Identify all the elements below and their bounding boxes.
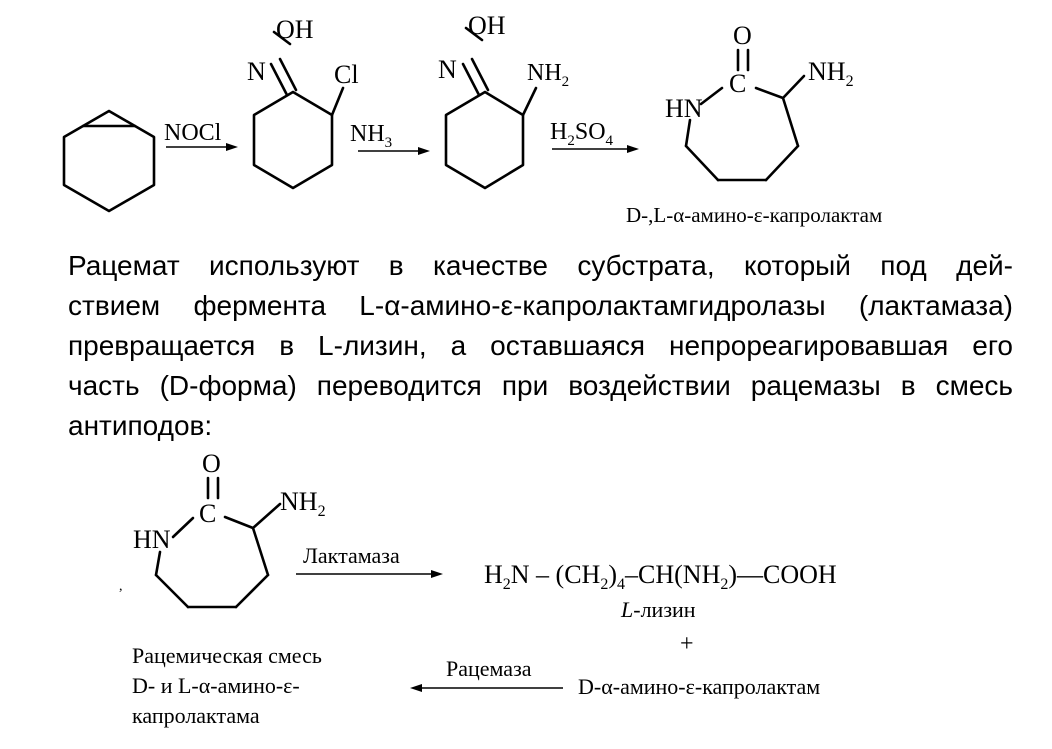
- reaction-arrow-h2so4: [550, 119, 639, 153]
- oxime-n-atom: N: [247, 57, 266, 86]
- paragraph-line: ствием фермента L-α-амино-ε-капролактамгидролазы (лактамаза): [68, 290, 1013, 321]
- svg-text:NH2: [280, 487, 326, 520]
- lactam-c-atom: C: [729, 69, 747, 98]
- d-lactam-label: D-α-амино-ε-капролактам: [578, 674, 821, 699]
- oxime2-nh-sub: 2: [561, 74, 570, 90]
- lysine-label: L-лизин: [621, 597, 696, 622]
- reagent-nh3: NH: [350, 121, 385, 147]
- plus-sign: +: [680, 631, 694, 657]
- racemase-arrow: [410, 656, 563, 692]
- product-caption: D-,L-α-амино-ε-капролактам: [626, 203, 883, 227]
- body-paragraph: [68, 246, 1013, 446]
- lysine-formula: $H_2N$ – $(CH_2)_4-CH(NH_2)—COOH$: [484, 560, 837, 593]
- racemic-caption-line1: Рацемическая смесь: [132, 643, 322, 668]
- reagent-nh3-sub: 3: [384, 135, 393, 151]
- lactam2-hn-group: HN: [133, 525, 171, 554]
- enzyme-racemase: Рацемаза: [446, 656, 532, 681]
- racemic-caption-line2: D- и L-α-амино-ε-: [132, 673, 300, 698]
- svg-text:NH2: [808, 57, 854, 90]
- lactam2-c-atom: C: [199, 499, 217, 528]
- lactam-o-atom: O: [733, 21, 752, 50]
- racemic-caption-line3: капролактама: [132, 703, 260, 728]
- svg-text:H2SO4: [550, 119, 614, 149]
- chlorooxime-structure: [247, 15, 359, 188]
- lactam-hn-group: HN: [665, 94, 703, 123]
- lactam-nh-group: NH: [808, 57, 846, 86]
- reagent-h2so4-h: H: [550, 119, 568, 145]
- oxime2-oh-group: OH: [468, 11, 506, 40]
- reagent-nocl: NOCl: [164, 120, 222, 146]
- racemic-lactam-structure: [119, 449, 326, 607]
- synthesis-scheme: [0, 0, 1052, 240]
- cyclohexene-structure: [64, 111, 154, 211]
- svg-text:NH3: [350, 121, 392, 151]
- svg-text:NH2: [527, 60, 569, 90]
- reagent-h2so4-sub1: 2: [567, 133, 575, 149]
- paragraph-line: Рацемат используют в качестве субстрата, который под дей-: [68, 250, 1013, 281]
- reaction-arrow-nh3: [350, 121, 430, 155]
- reagent-h2so4-sub2: 4: [605, 133, 614, 149]
- chlorine-atom: Cl: [334, 60, 359, 89]
- reaction-arrow-nocl: [164, 120, 238, 151]
- aminocaprolactam-structure: [665, 21, 854, 180]
- oxime2-n-atom: N: [438, 55, 457, 84]
- reagent-h2so4-so: SO: [574, 119, 606, 145]
- enzymatic-scheme: [0, 440, 1052, 749]
- stray-mark: ,: [119, 579, 123, 594]
- oxime-oh-group: OH: [276, 15, 314, 44]
- lactam2-nh-group: NH: [280, 487, 318, 516]
- enzyme-lactamase: Лактамаза: [303, 543, 400, 568]
- paragraph-line: антиподов:: [68, 410, 213, 441]
- paragraph-line: превращается в L-лизин, а оставшаяся непрореагировавшая его: [68, 330, 1013, 361]
- lactam2-nh-sub: 2: [317, 503, 326, 520]
- paragraph-line: часть (D-форма) переводится при воздействии рацемазы в смесь: [68, 370, 1013, 401]
- lactam2-o-atom: O: [202, 449, 221, 478]
- aminooxime-structure: [438, 11, 569, 188]
- lactam-nh-sub: 2: [845, 73, 854, 90]
- oxime2-nh-group: NH: [527, 60, 562, 86]
- lactamase-arrow: [296, 543, 443, 578]
